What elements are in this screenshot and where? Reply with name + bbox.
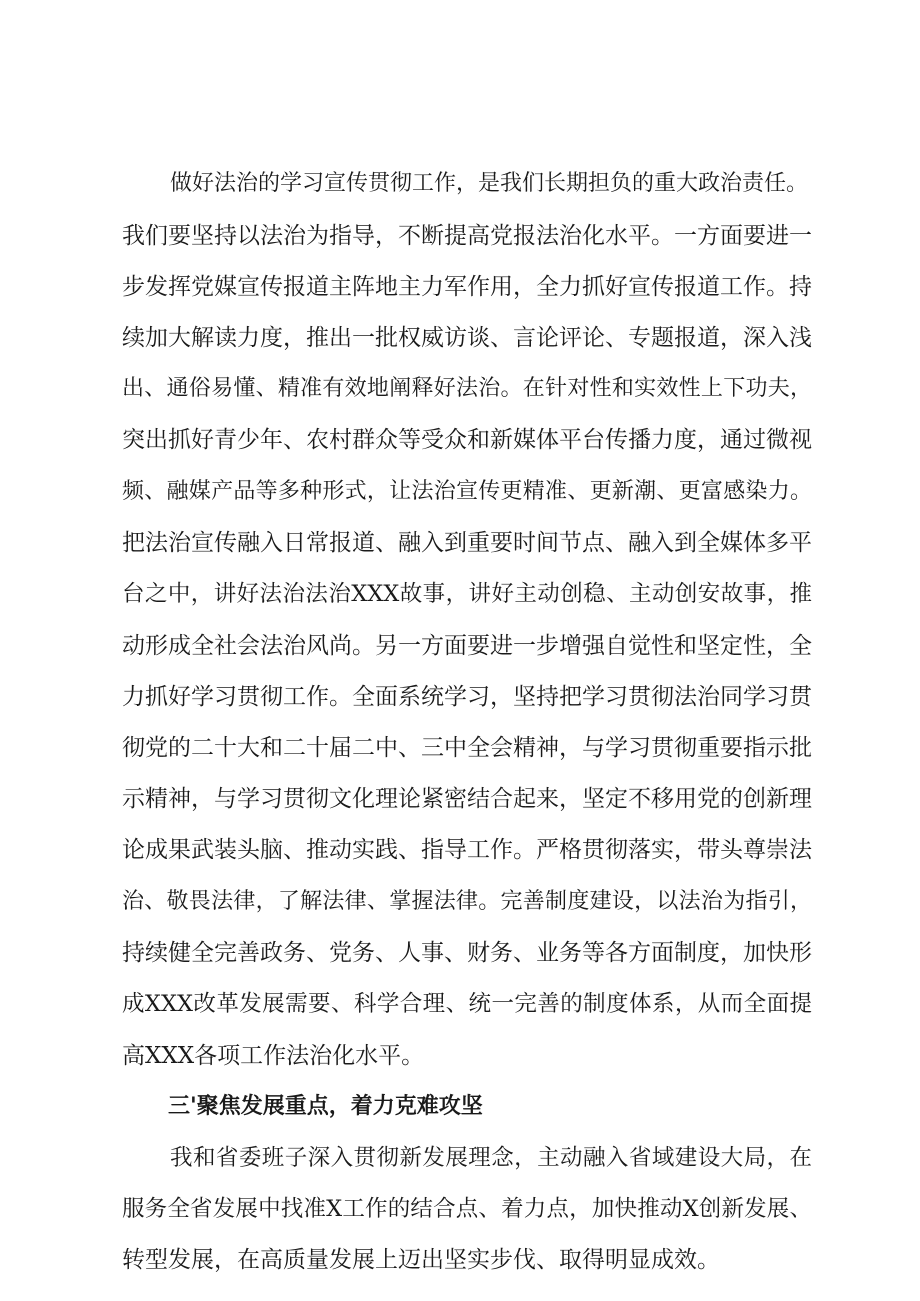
- paragraph-1-line: 做好法治的学习宣传贯彻工作，是我们长期担负的重大政治责任。: [170, 171, 809, 196]
- paragraph-1-line: 力抓好学习贯彻工作。全面系统学习，坚持把学习贯彻法治同学习贯: [122, 684, 812, 710]
- paragraph-1-line: 动形成全社会法治风尚。另一方面要进一步增强自觉性和坚定性，全: [122, 633, 812, 659]
- paragraph-1-line: 论成果武装头脑、推动实践、指导工作。严格贯彻落实，带头尊崇法: [122, 837, 812, 863]
- paragraph-1-line: 步发挥党媒宣传报道主阵地主力军作用，全力抓好宣传报道工作。持: [122, 274, 812, 300]
- paragraph-1-line: 示精神，与学习贯彻文化理论紧密结合起来，坚定不移用党的创新理: [122, 786, 812, 812]
- paragraph-1-line: 我们要坚持以法治为指导，不断提高党报法治化水平。一方面要进一: [122, 223, 812, 249]
- paragraph-1-line: 彻党的二十大和二十届二中、三中全会精神，与学习贯彻重要指示批: [122, 735, 812, 761]
- paragraph-2-line: 转型发展，在高质量发展上迈出坚实步伐、取得明显成效。: [122, 1247, 720, 1273]
- paragraph-1-line: 台之中，讲好法治法治XXX故事，讲好主动创稳、主动创安故事，推: [122, 581, 812, 607]
- paragraph-1-line: 治、敬畏法律，了解法律、掌握法律。完善制度建设，以法治为指引，: [122, 889, 812, 914]
- paragraph-1-line: 高XXX各项工作法治化水平。: [122, 1043, 425, 1069]
- section-heading: 三'聚焦发展重点，着力克难攻坚: [168, 1094, 483, 1119]
- paragraph-1-line: 把法治宣传融入日常报道、融入到重要时间节点、融入到全媒体多平: [122, 530, 812, 556]
- paragraph-2-line: 我和省委班子深入贯彻新发展理念，主动融入省域建设大局，在: [170, 1145, 812, 1171]
- paragraph-1-line: 成XXX改革发展需要、科学合理、统一完善的制度体系，从而全面提: [122, 991, 812, 1017]
- paragraph-1-line: 出、通俗易懂、精准有效地阐释好法治。在针对性和实效性上下功夫，: [122, 376, 812, 401]
- paragraph-1-line: 突出抓好青少年、农村群众等受众和新媒体平台传播力度，通过微视: [122, 427, 812, 453]
- paragraph-1-line: 持续健全完善政务、党务、人事、财务、业务等各方面制度，加快形: [122, 940, 812, 966]
- paragraph-1-line: 续加大解读力度，推出一批权威访谈、言论评论、专题报道，深入浅: [122, 325, 812, 351]
- paragraph-2-line: 服务全省发展中找准X工作的结合点、着力点，加快推动X创新发展、: [122, 1196, 812, 1222]
- paragraph-1-line: 频、融媒产品等多种形式，让法治宣传更精准、更新潮、更富感染力。: [122, 479, 812, 504]
